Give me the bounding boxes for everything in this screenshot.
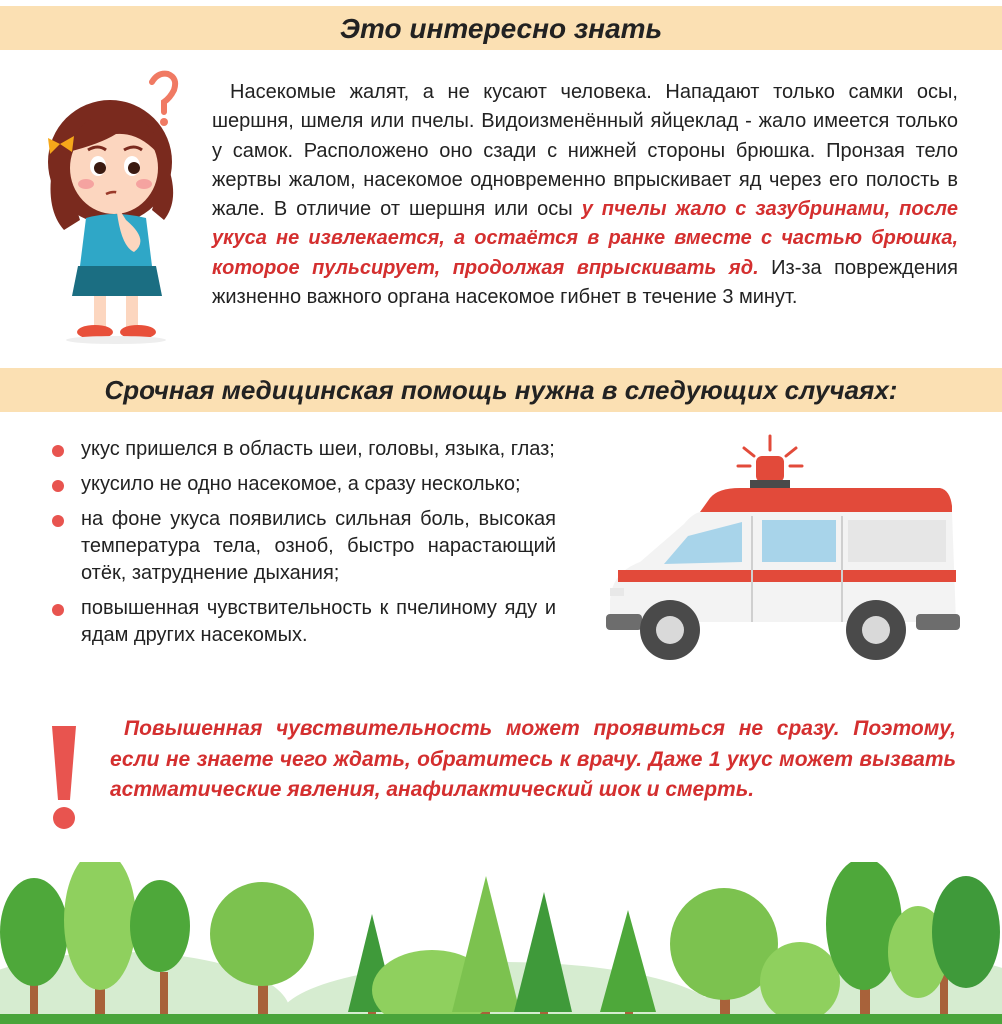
list-item: повышенная чувствительность к пчелиному яду и ядам других насекомых. [48,595,556,649]
exclamation-icon [46,722,82,832]
section-title-medical-help: Срочная медицинская помощь нужна в следующих случаях: [0,368,1002,412]
list-item: на фоне укуса появились сильная боль, высокая температура тела, озноб, быстро нарастающий отёк, затруднение дыхания; [48,506,556,587]
bullet-icon [52,480,64,492]
ambulance-icon [600,432,962,664]
medical-cases-list [48,436,556,657]
thinking-girl-illustration [40,70,190,345]
bullet-icon [52,515,64,527]
section-title-interesting: Это интересно знать [0,6,1002,50]
intro-paragraph [212,78,958,312]
forest-illustration [0,862,1002,1024]
list-item: укусило не одно насекомое, а сразу несколько; [48,471,556,498]
list-item: укус пришелся в область шеи, головы, языка, глаз; [48,436,556,463]
warning-text: Повышенная чувствительность может проявиться не сразу. Поэтому, если не знаете чего ждать, обратитесь к врачу. Даже 1 укус может вызвать астматические явления, анафилактический шок и смерть. [110,717,956,801]
intro-text: Насекомые жалят, а не кусают человека. Нападают только самки осы, шершня, шмеля или пчелы. Видоизменённый яйцеклад - жало имеется только у самок. Расположено оно сзади с нижней стороны брюшка. Пронзая тело жертвы жалом, насекомое одновременно впрыскивает яд через его полость в жале. В отличие от шершня или осы [212,81,958,221]
intro-highlight: у пчелы жало с зазубринами, после укуса не извлекается, а остаётся в ранке вместе с частью брюшка, которое пульсирует, продолжая впрыскивать яд. [212,198,958,279]
bullet-icon [52,445,64,457]
intro-text-end: Из-за повреждения жизненно важного органа насекомое гибнет в течение 3 минут. [212,256,958,309]
bullet-icon [52,604,64,616]
